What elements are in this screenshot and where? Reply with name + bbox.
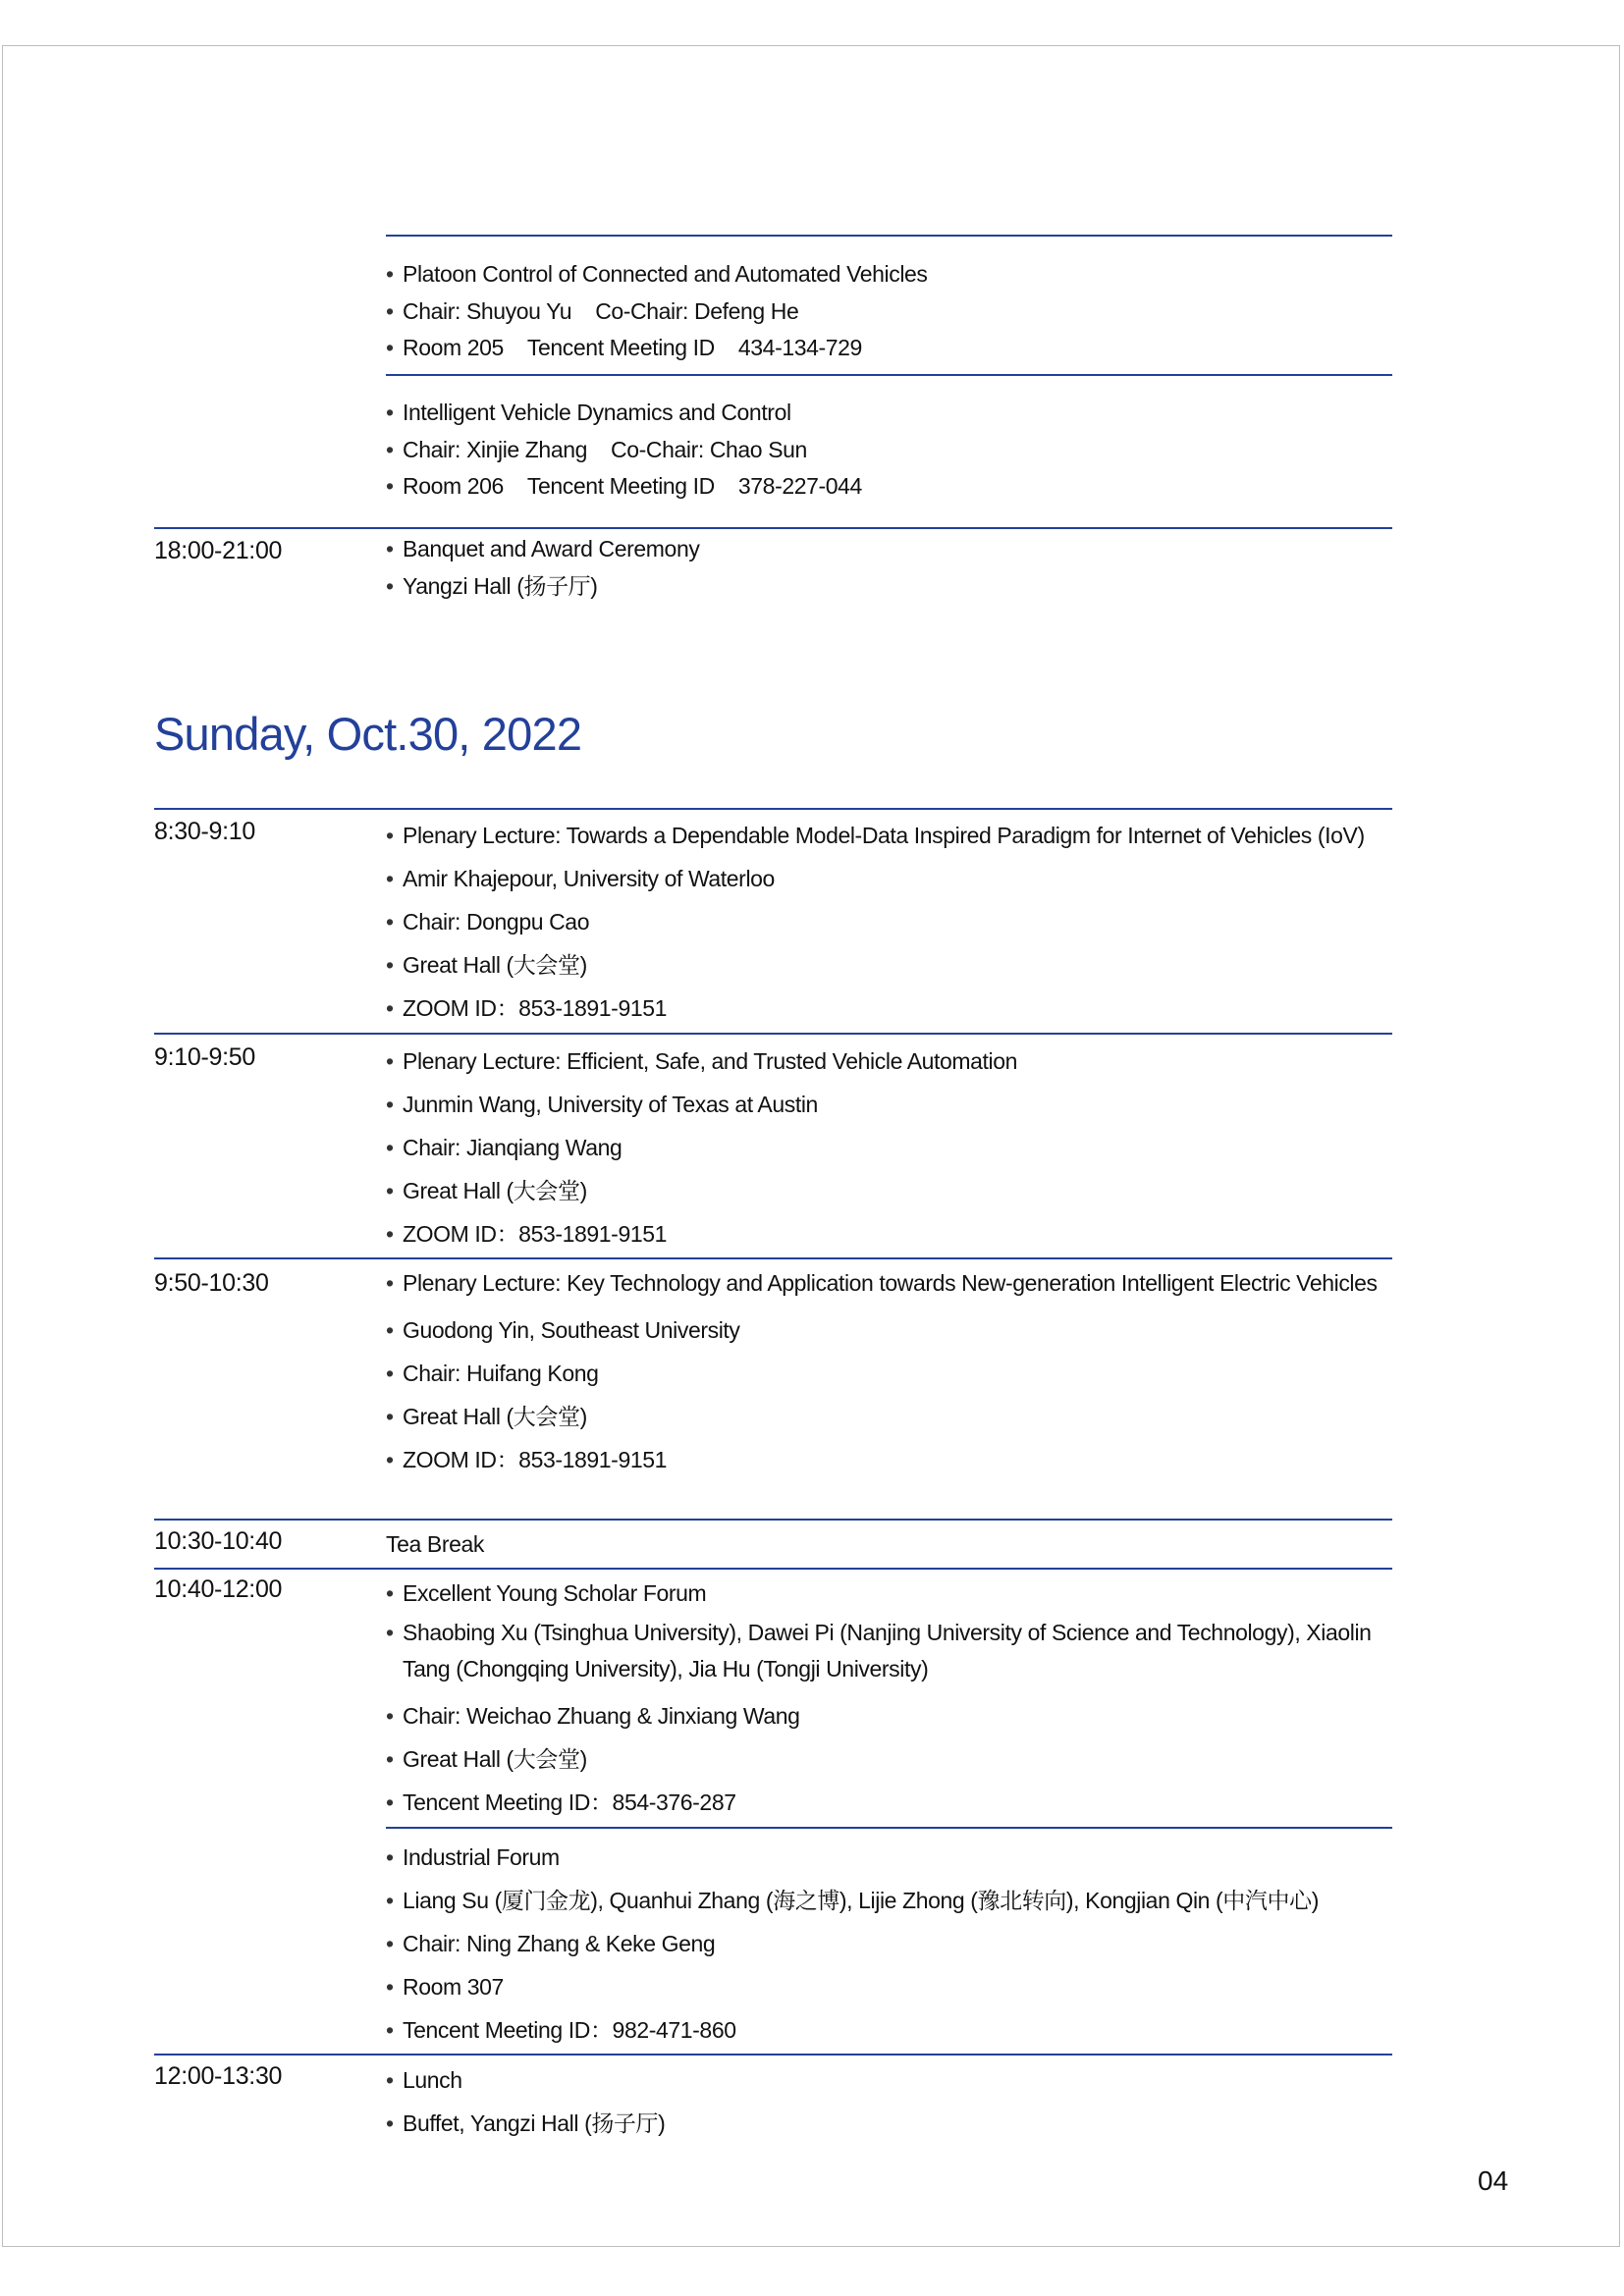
venue: • Great Hall (大会堂) bbox=[386, 1178, 587, 1203]
session-title: • Industrial Forum bbox=[386, 1844, 560, 1870]
tea-break: Tea Break bbox=[386, 1531, 484, 1557]
session-title: • Plenary Lecture: Towards a Dependable Model-Data Inspired Paradigm for Internet of Vehicles (IoV) bbox=[386, 823, 1365, 848]
session-title: • Excellent Young Scholar Forum bbox=[386, 1580, 707, 1606]
session-platoon-control bbox=[386, 256, 1392, 367]
schedule-item bbox=[386, 2058, 1392, 2145]
speakers: • Shaobing Xu (Tsinghua University), Dawei Pi (Nanjing University of Science and Technology), Xiaolin Tang (Chongqing University), Jia Hu (Tongji University) bbox=[386, 1620, 1372, 1682]
session-room: • Room 206 Tencent Meeting ID 378-227-044 bbox=[386, 473, 862, 499]
schedule-item bbox=[386, 1040, 1392, 1255]
divider bbox=[386, 374, 1392, 376]
session-chairs: • Chair: Xinjie Zhang Co-Chair: Chao Sun bbox=[386, 436, 807, 462]
zoom-id: • ZOOM ID：853-1891-9151 bbox=[386, 995, 668, 1021]
divider bbox=[154, 1519, 1392, 1521]
venue: • Room 307 bbox=[386, 1974, 504, 2000]
venue: • Great Hall (大会堂) bbox=[386, 1746, 587, 1772]
session-title: • Lunch bbox=[386, 2067, 462, 2093]
speakers: • Liang Su (厦门金龙), Quanhui Zhang (海之博), Lijie Zhong (豫北转向), Kongjian Qin (中汽中心) bbox=[386, 1888, 1319, 1913]
time-slot: 10:40-12:00 bbox=[154, 1575, 283, 1603]
divider bbox=[154, 1568, 1392, 1570]
chair: • Chair: Weichao Zhuang & Jinxiang Wang bbox=[386, 1703, 800, 1729]
chair: • Chair: Jianqiang Wang bbox=[386, 1135, 623, 1160]
session-chairs: • Chair: Shuyou Yu Co-Chair: Defeng He bbox=[386, 297, 799, 324]
venue: • Great Hall (大会堂) bbox=[386, 1404, 587, 1429]
session-venue: • Yangzi Hall (扬子厅) bbox=[386, 572, 598, 599]
divider bbox=[386, 235, 1392, 237]
meeting-id: • Tencent Meeting ID：982-471-860 bbox=[386, 2017, 736, 2043]
schedule-item bbox=[386, 1572, 1392, 1824]
speaker: • Guodong Yin, Southeast University bbox=[386, 1317, 740, 1343]
page-number: 04 bbox=[1478, 2165, 1509, 2196]
chair: • Chair: Huifang Kong bbox=[386, 1361, 599, 1386]
time-slot: 8:30-9:10 bbox=[154, 818, 255, 845]
meeting-id[interactable]: 434-134-729 bbox=[737, 335, 862, 360]
divider bbox=[386, 1827, 1392, 1829]
meeting-id: • Tencent Meeting ID：854-376-287 bbox=[386, 1789, 736, 1815]
divider bbox=[154, 1257, 1392, 1259]
session-vehicle-dynamics bbox=[386, 395, 1392, 506]
zoom-id: • ZOOM ID：853-1891-9151 bbox=[386, 1447, 668, 1472]
divider bbox=[154, 2054, 1392, 2056]
speaker: • Junmin Wang, University of Texas at Austin bbox=[386, 1092, 818, 1117]
venue: • Great Hall (大会堂) bbox=[386, 952, 587, 978]
venue: • Buffet, Yangzi Hall (扬子厅) bbox=[386, 2110, 666, 2136]
chair: • Chair: Dongpu Cao bbox=[386, 909, 590, 934]
schedule-item bbox=[386, 814, 1392, 1030]
divider bbox=[154, 527, 1392, 529]
time-slot: 10:30-10:40 bbox=[154, 1527, 283, 1555]
zoom-id: • ZOOM ID：853-1891-9151 bbox=[386, 1221, 668, 1247]
time-slot: 12:00-13:30 bbox=[154, 2062, 283, 2090]
speaker: • Amir Khajepour, University of Waterloo bbox=[386, 866, 775, 891]
session-title: • Platoon Control of Connected and Automated Vehicles bbox=[386, 261, 928, 287]
schedule-item bbox=[386, 1265, 1392, 1481]
time-slot: 18:00-21:00 bbox=[154, 537, 283, 564]
chair: • Chair: Ning Zhang & Keke Geng bbox=[386, 1931, 716, 1956]
session-banquet bbox=[386, 531, 1392, 605]
session-room: • Room 205 Tencent Meeting ID 434-134-729 bbox=[386, 335, 862, 360]
divider bbox=[154, 1033, 1392, 1035]
time-slot: 9:10-9:50 bbox=[154, 1043, 255, 1071]
divider bbox=[154, 808, 1392, 810]
time-slot: 9:50-10:30 bbox=[154, 1269, 269, 1297]
date-heading: Sunday, Oct.30, 2022 bbox=[154, 708, 582, 760]
schedule-item bbox=[386, 1527, 1392, 1561]
session-title: • Plenary Lecture: Key Technology and Application towards New-generation Intelligent Electric Vehicles bbox=[386, 1270, 1378, 1296]
schedule-item bbox=[386, 1836, 1392, 2052]
meeting-id[interactable]: 378-227-044 bbox=[737, 473, 862, 499]
session-title: • Banquet and Award Ceremony bbox=[386, 536, 700, 561]
session-title: • Plenary Lecture: Efficient, Safe, and Trusted Vehicle Automation bbox=[386, 1048, 1018, 1074]
session-title: • Intelligent Vehicle Dynamics and Control bbox=[386, 400, 791, 425]
